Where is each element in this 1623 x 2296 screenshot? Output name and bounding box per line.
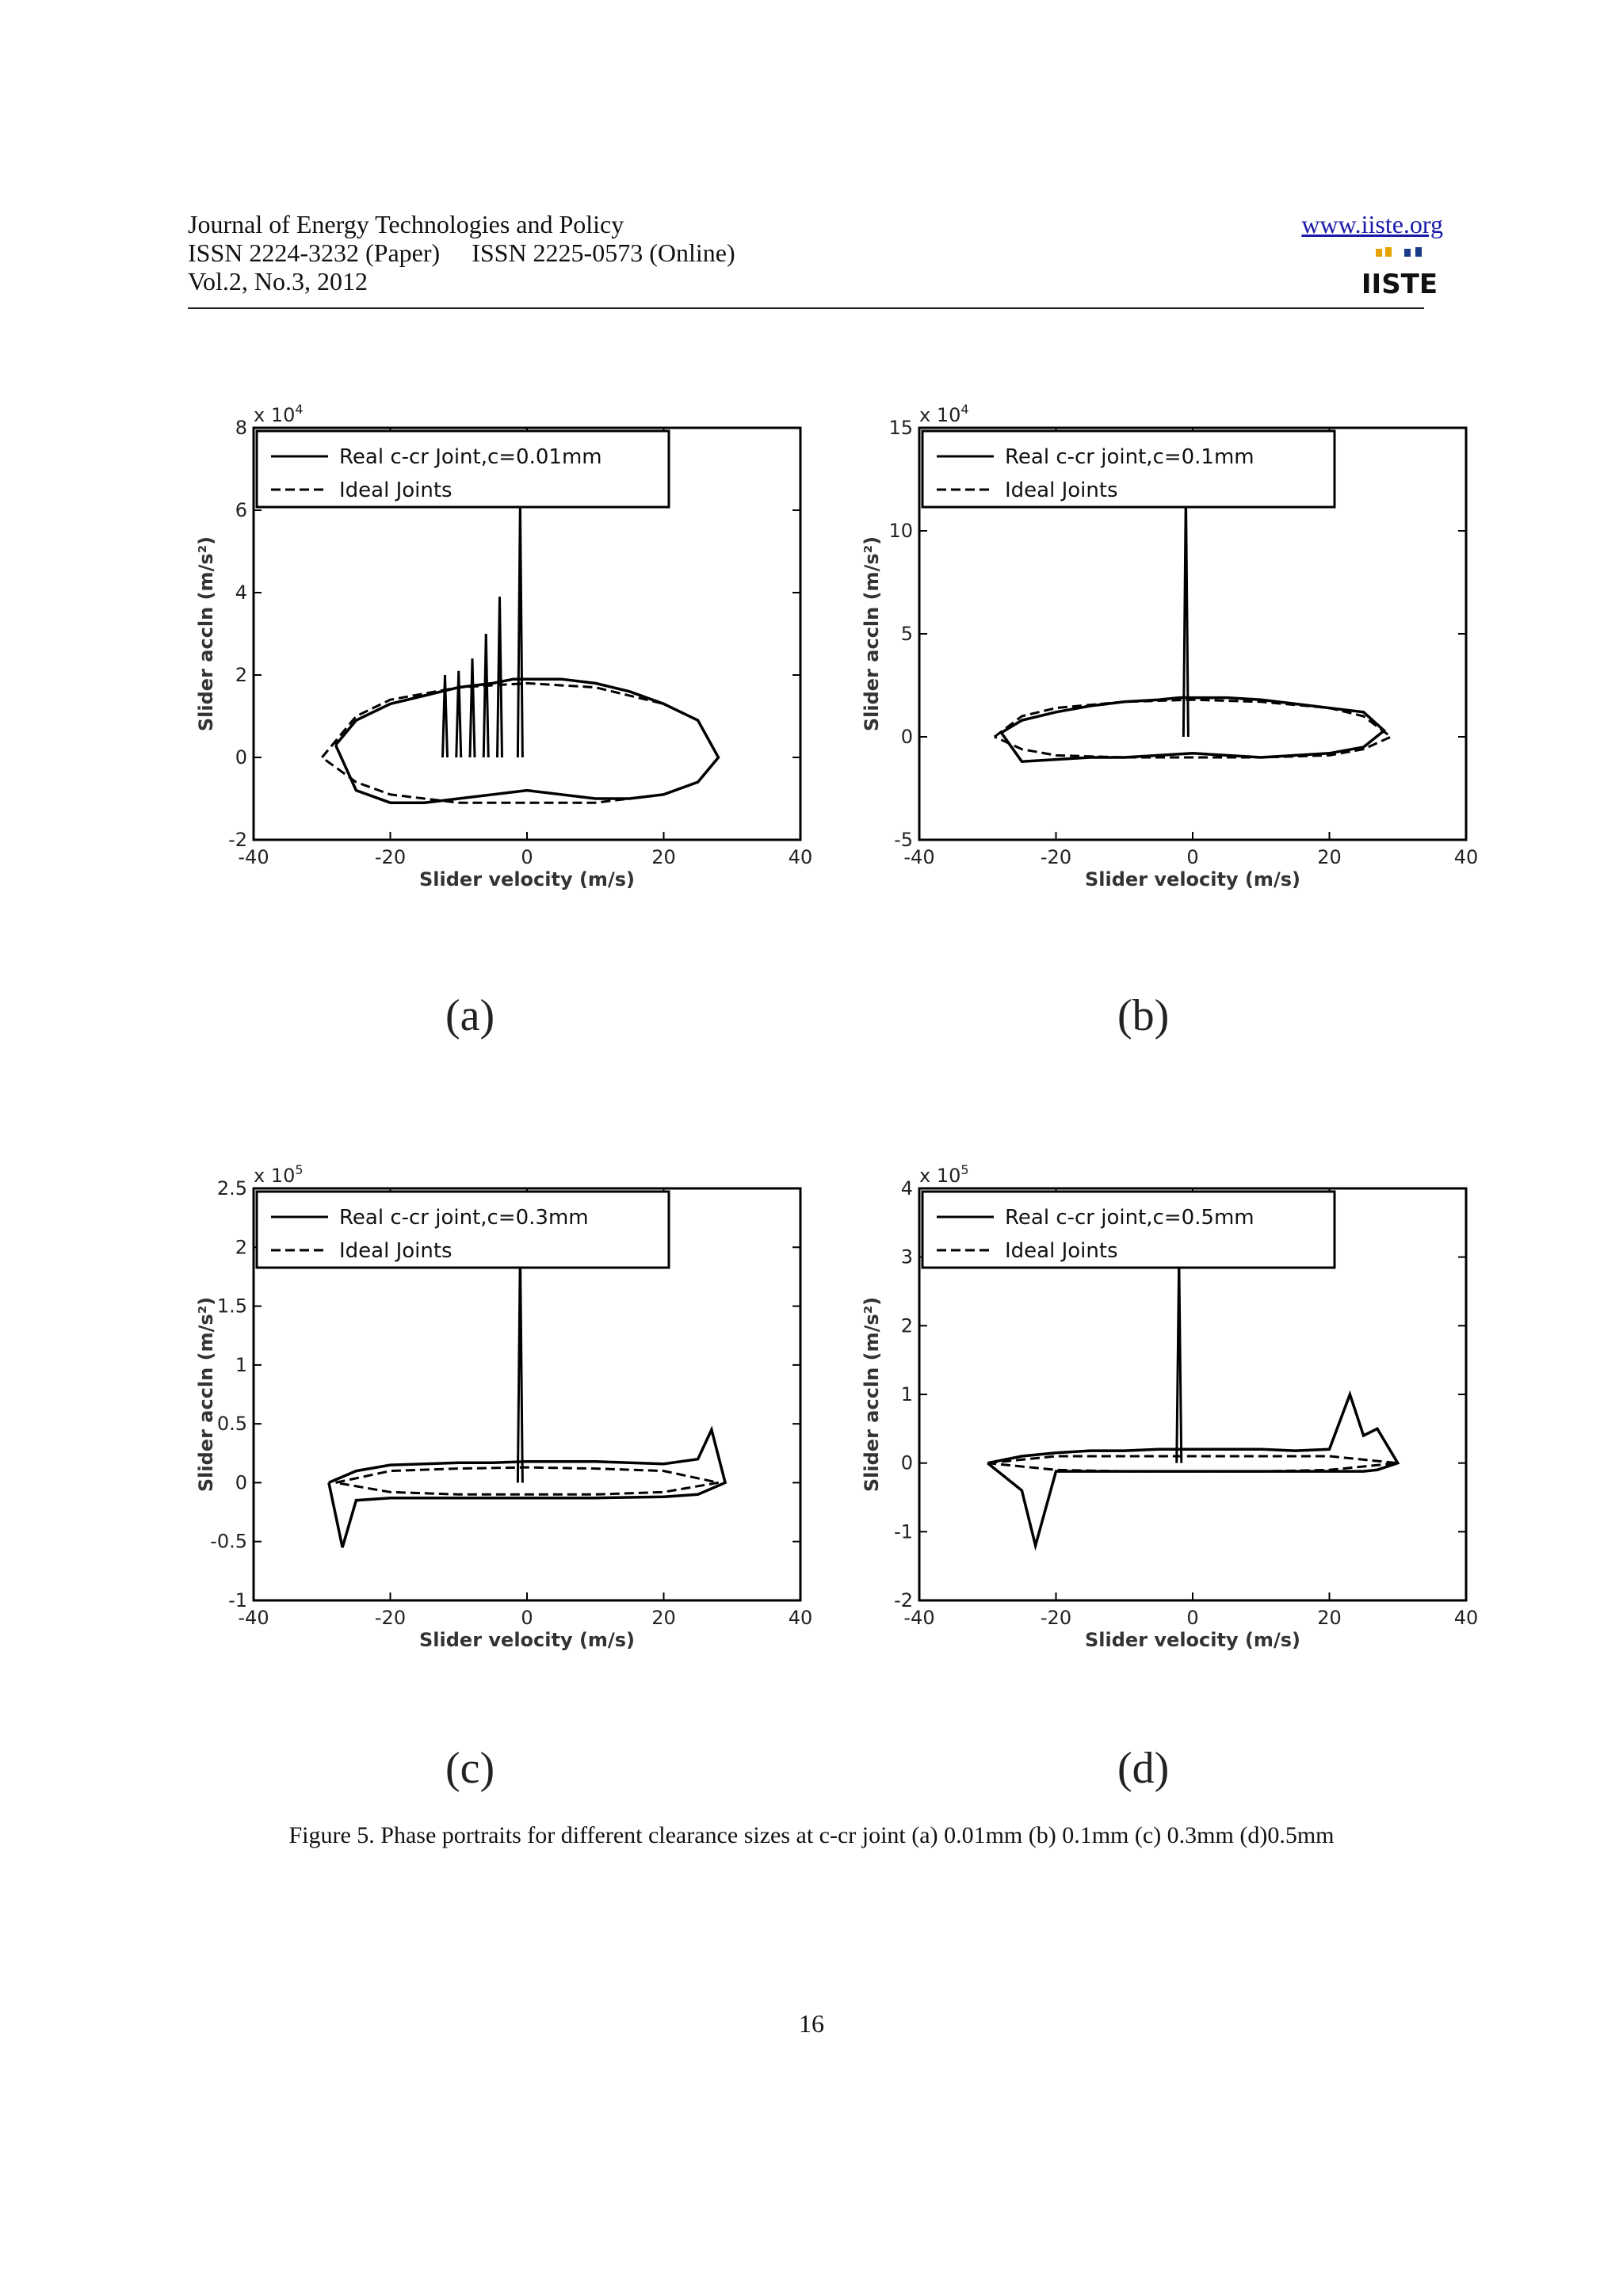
y-tick-label: 0 [235, 1471, 247, 1494]
phase-portrait-a [190, 396, 840, 935]
x-tick-label: 20 [1317, 846, 1342, 868]
page-number: 16 [799, 2009, 824, 2038]
y-tick-label: -1 [228, 1589, 247, 1611]
x-tick-label: -40 [903, 846, 935, 868]
y-tick-label: 1 [235, 1353, 247, 1376]
y-tick-label: 0 [235, 746, 247, 769]
y-tick-label: -2 [228, 829, 247, 851]
x-axis-label: Slider velocity (m/s) [419, 1629, 635, 1651]
y-tick-label: 10 [888, 520, 913, 542]
legend-box [922, 1192, 1335, 1268]
y-tick-label: -0.5 [210, 1530, 247, 1553]
x-tick-label: 20 [1317, 1607, 1342, 1629]
x-tick-label: -20 [1040, 846, 1072, 868]
x-tick-label: 0 [521, 846, 533, 868]
sublabel-d: (d) [1117, 1744, 1170, 1793]
x-tick-label: -20 [1040, 1607, 1072, 1629]
series-line-2 [995, 700, 1391, 757]
legend-box [257, 1192, 669, 1268]
y-tick-label: -5 [894, 829, 913, 851]
issn-line [188, 238, 735, 267]
x-tick-label: 20 [651, 846, 676, 868]
spike-mark [470, 658, 475, 757]
spike-mark [517, 502, 522, 757]
y-tick-label: -1 [894, 1520, 913, 1543]
y-tick-label: 0 [900, 1451, 913, 1474]
logo-text: IISTE [1361, 269, 1438, 300]
running-header [188, 210, 735, 296]
axis-exponent: 5 [295, 1162, 304, 1177]
journal-url-link[interactable]: www.iiste.org [1301, 210, 1443, 238]
x-axis-label: Slider velocity (m/s) [1085, 1629, 1300, 1651]
x-axis-label: Slider velocity (m/s) [419, 868, 635, 891]
axis-exponent: 4 [295, 402, 304, 417]
legend-box [257, 431, 669, 507]
series-line-2 [987, 1456, 1398, 1471]
y-tick-label: 4 [900, 1177, 913, 1199]
y-axis-label: Slider accln (m/s²) [195, 1296, 217, 1493]
y-axis-label: Slider accln (m/s²) [861, 1296, 883, 1493]
legend-label: Real c-cr Joint,c=0.01mm [339, 445, 602, 469]
spike-mark [1183, 490, 1188, 737]
axis-multiplier: x $10^5$ [254, 1162, 304, 1187]
y-tick-label: 15 [888, 417, 913, 439]
x-tick-label: -40 [238, 1607, 269, 1629]
sublabel-b: (b) [1117, 991, 1170, 1040]
sublabel-a: (a) [445, 991, 495, 1040]
x-tick-label: -40 [903, 1607, 935, 1629]
x-tick-label: -20 [374, 1607, 407, 1629]
axis-multiplier: x $10^4$ [254, 402, 304, 426]
axis-multiplier: x $10^5$ [919, 1162, 969, 1187]
series-line-2 [336, 1467, 719, 1494]
sublabel-c: (c) [445, 1744, 495, 1793]
phase-portrait-d [856, 1157, 1506, 1695]
x-tick-label: 0 [1186, 846, 1199, 868]
y-axis-label: Slider accln (m/s²) [195, 536, 217, 732]
legend-label: Ideal Joints [339, 479, 453, 502]
x-tick-label: 40 [1453, 1607, 1479, 1629]
y-tick-label: 4 [235, 582, 247, 604]
x-tick-label: 0 [1186, 1607, 1199, 1629]
y-tick-label: 1 [900, 1383, 913, 1405]
axis-exponent: 4 [960, 402, 969, 417]
y-tick-label: 8 [235, 417, 247, 439]
x-tick-label: 40 [788, 846, 813, 868]
y-tick-label: 2 [235, 1236, 247, 1259]
x-tick-label: -40 [238, 846, 269, 868]
y-tick-label: 2.5 [216, 1177, 247, 1199]
x-tick-label: 0 [521, 1607, 533, 1629]
x-tick-label: 40 [788, 1607, 813, 1629]
axis-multiplier: x $10^4$ [919, 402, 969, 426]
issn-online: ISSN 2225-0573 (Online) [472, 238, 735, 267]
y-tick-label: 5 [900, 623, 913, 645]
x-axis-label: Slider velocity (m/s) [1085, 868, 1300, 891]
axis-exponent: 5 [960, 1162, 969, 1177]
legend-label: Real c-cr joint,c=0.3mm [339, 1206, 589, 1230]
x-tick-label: 20 [651, 1607, 676, 1629]
legend-label: Ideal Joints [1005, 479, 1118, 502]
spike-mark [483, 634, 488, 757]
y-tick-label: 3 [900, 1245, 913, 1268]
series-line-1 [336, 679, 719, 803]
series-line-1 [329, 1430, 725, 1548]
spike-mark [498, 597, 502, 757]
y-tick-label: -2 [894, 1589, 913, 1611]
legend-box [922, 431, 1335, 507]
y-tick-label: 6 [235, 499, 247, 521]
y-axis-label: Slider accln (m/s²) [861, 536, 883, 732]
x-tick-label: 40 [1453, 846, 1479, 868]
y-tick-label: 2 [900, 1314, 913, 1337]
phase-portrait-c [190, 1157, 840, 1695]
volume-info: Vol.2, No.3, 2012 [188, 267, 368, 296]
journal-name: Journal of Energy Technologies and Policy [188, 210, 624, 238]
spike-mark [456, 671, 461, 757]
issn-paper: ISSN 2224-3232 (Paper) [188, 238, 441, 267]
phase-portrait-b [856, 396, 1506, 935]
figure-caption: Figure 5. Phase portraits for different clearance sizes at c-cr joint (a) 0.01mm (b) 0.1mm (c) 0.3mm (d)0.5mm [288, 1822, 1335, 1848]
iiste-logo [1361, 246, 1438, 303]
legend-label: Real c-cr joint,c=0.5mm [1005, 1206, 1254, 1230]
x-tick-label: -20 [374, 846, 407, 868]
spike-mark [1177, 1257, 1182, 1463]
y-tick-label: 0 [900, 726, 913, 748]
legend-label: Real c-cr joint,c=0.1mm [1005, 445, 1254, 469]
y-tick-label: 1.5 [216, 1295, 247, 1318]
spike-mark [517, 1247, 522, 1482]
header-rule [188, 307, 1424, 309]
y-tick-label: 0.5 [216, 1413, 247, 1436]
legend-label: Ideal Joints [339, 1239, 453, 1263]
spike-mark [443, 675, 448, 757]
legend-label: Ideal Joints [1005, 1239, 1118, 1263]
y-tick-label: 2 [235, 664, 247, 686]
